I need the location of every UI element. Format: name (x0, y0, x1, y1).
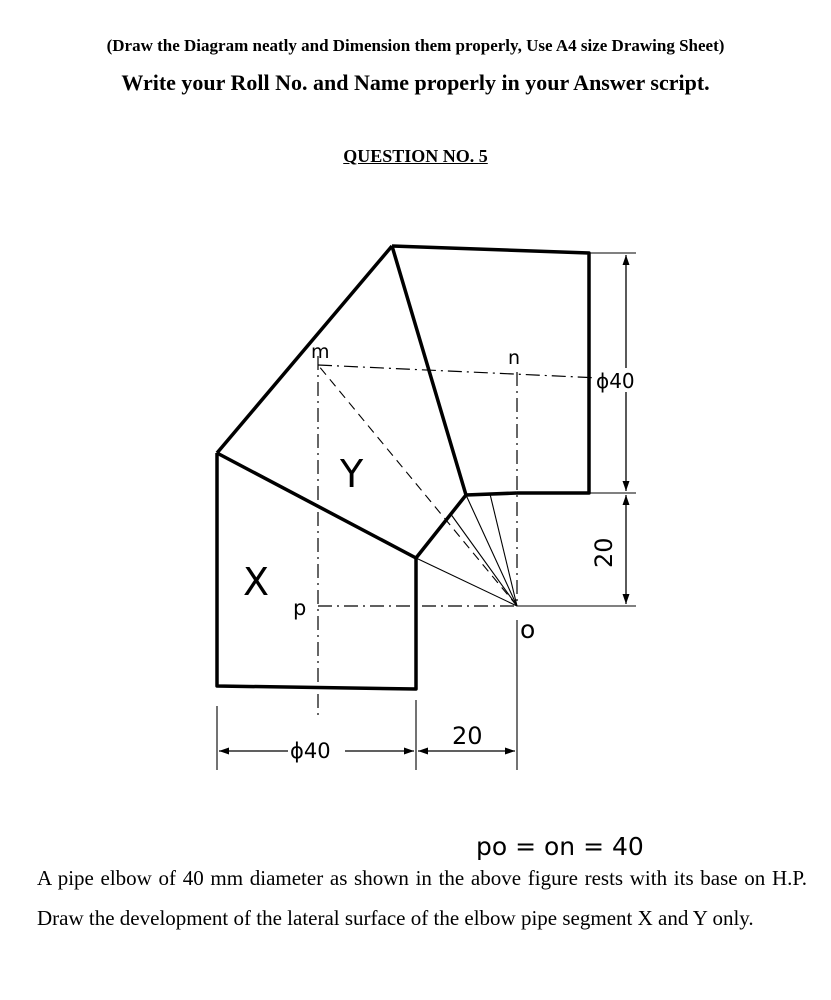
joint-line-x-y (217, 453, 416, 558)
relation-text: po = on = 40 (476, 832, 644, 861)
label-segment-y: Y (340, 452, 364, 496)
question-title: QUESTION NO. 5 (343, 146, 488, 166)
dim-dia-bottom: ϕ40 (290, 739, 331, 763)
instruction-line-2: Write your Roll No. and Name properly in your Answer script. (121, 70, 710, 95)
label-segment-x: X (243, 560, 270, 604)
label-n: n (508, 347, 521, 369)
center-lines (318, 356, 600, 720)
label-o: o (520, 615, 536, 644)
dim-dia-right: ϕ40 (596, 369, 635, 393)
segment-top-outline (392, 246, 589, 493)
extension-lines (217, 253, 636, 770)
dim-offset-bottom: 20 (452, 722, 483, 750)
instruction-line-1: (Draw the Diagram neatly and Dimension them properly, Use A4 size Drawing Sheet) (106, 36, 725, 55)
label-m: m (311, 341, 330, 363)
problem-statement: A pipe elbow of 40 mm diameter as shown in the above figure rests with its base on H.P. Draw the development of the lateral surface of the elbow pipe segment X and Y only. (37, 866, 807, 930)
segment-y-outline (217, 246, 517, 558)
dim-offset-right: 20 (590, 537, 618, 568)
label-p: p (293, 596, 307, 620)
dimension-lines (219, 255, 626, 751)
